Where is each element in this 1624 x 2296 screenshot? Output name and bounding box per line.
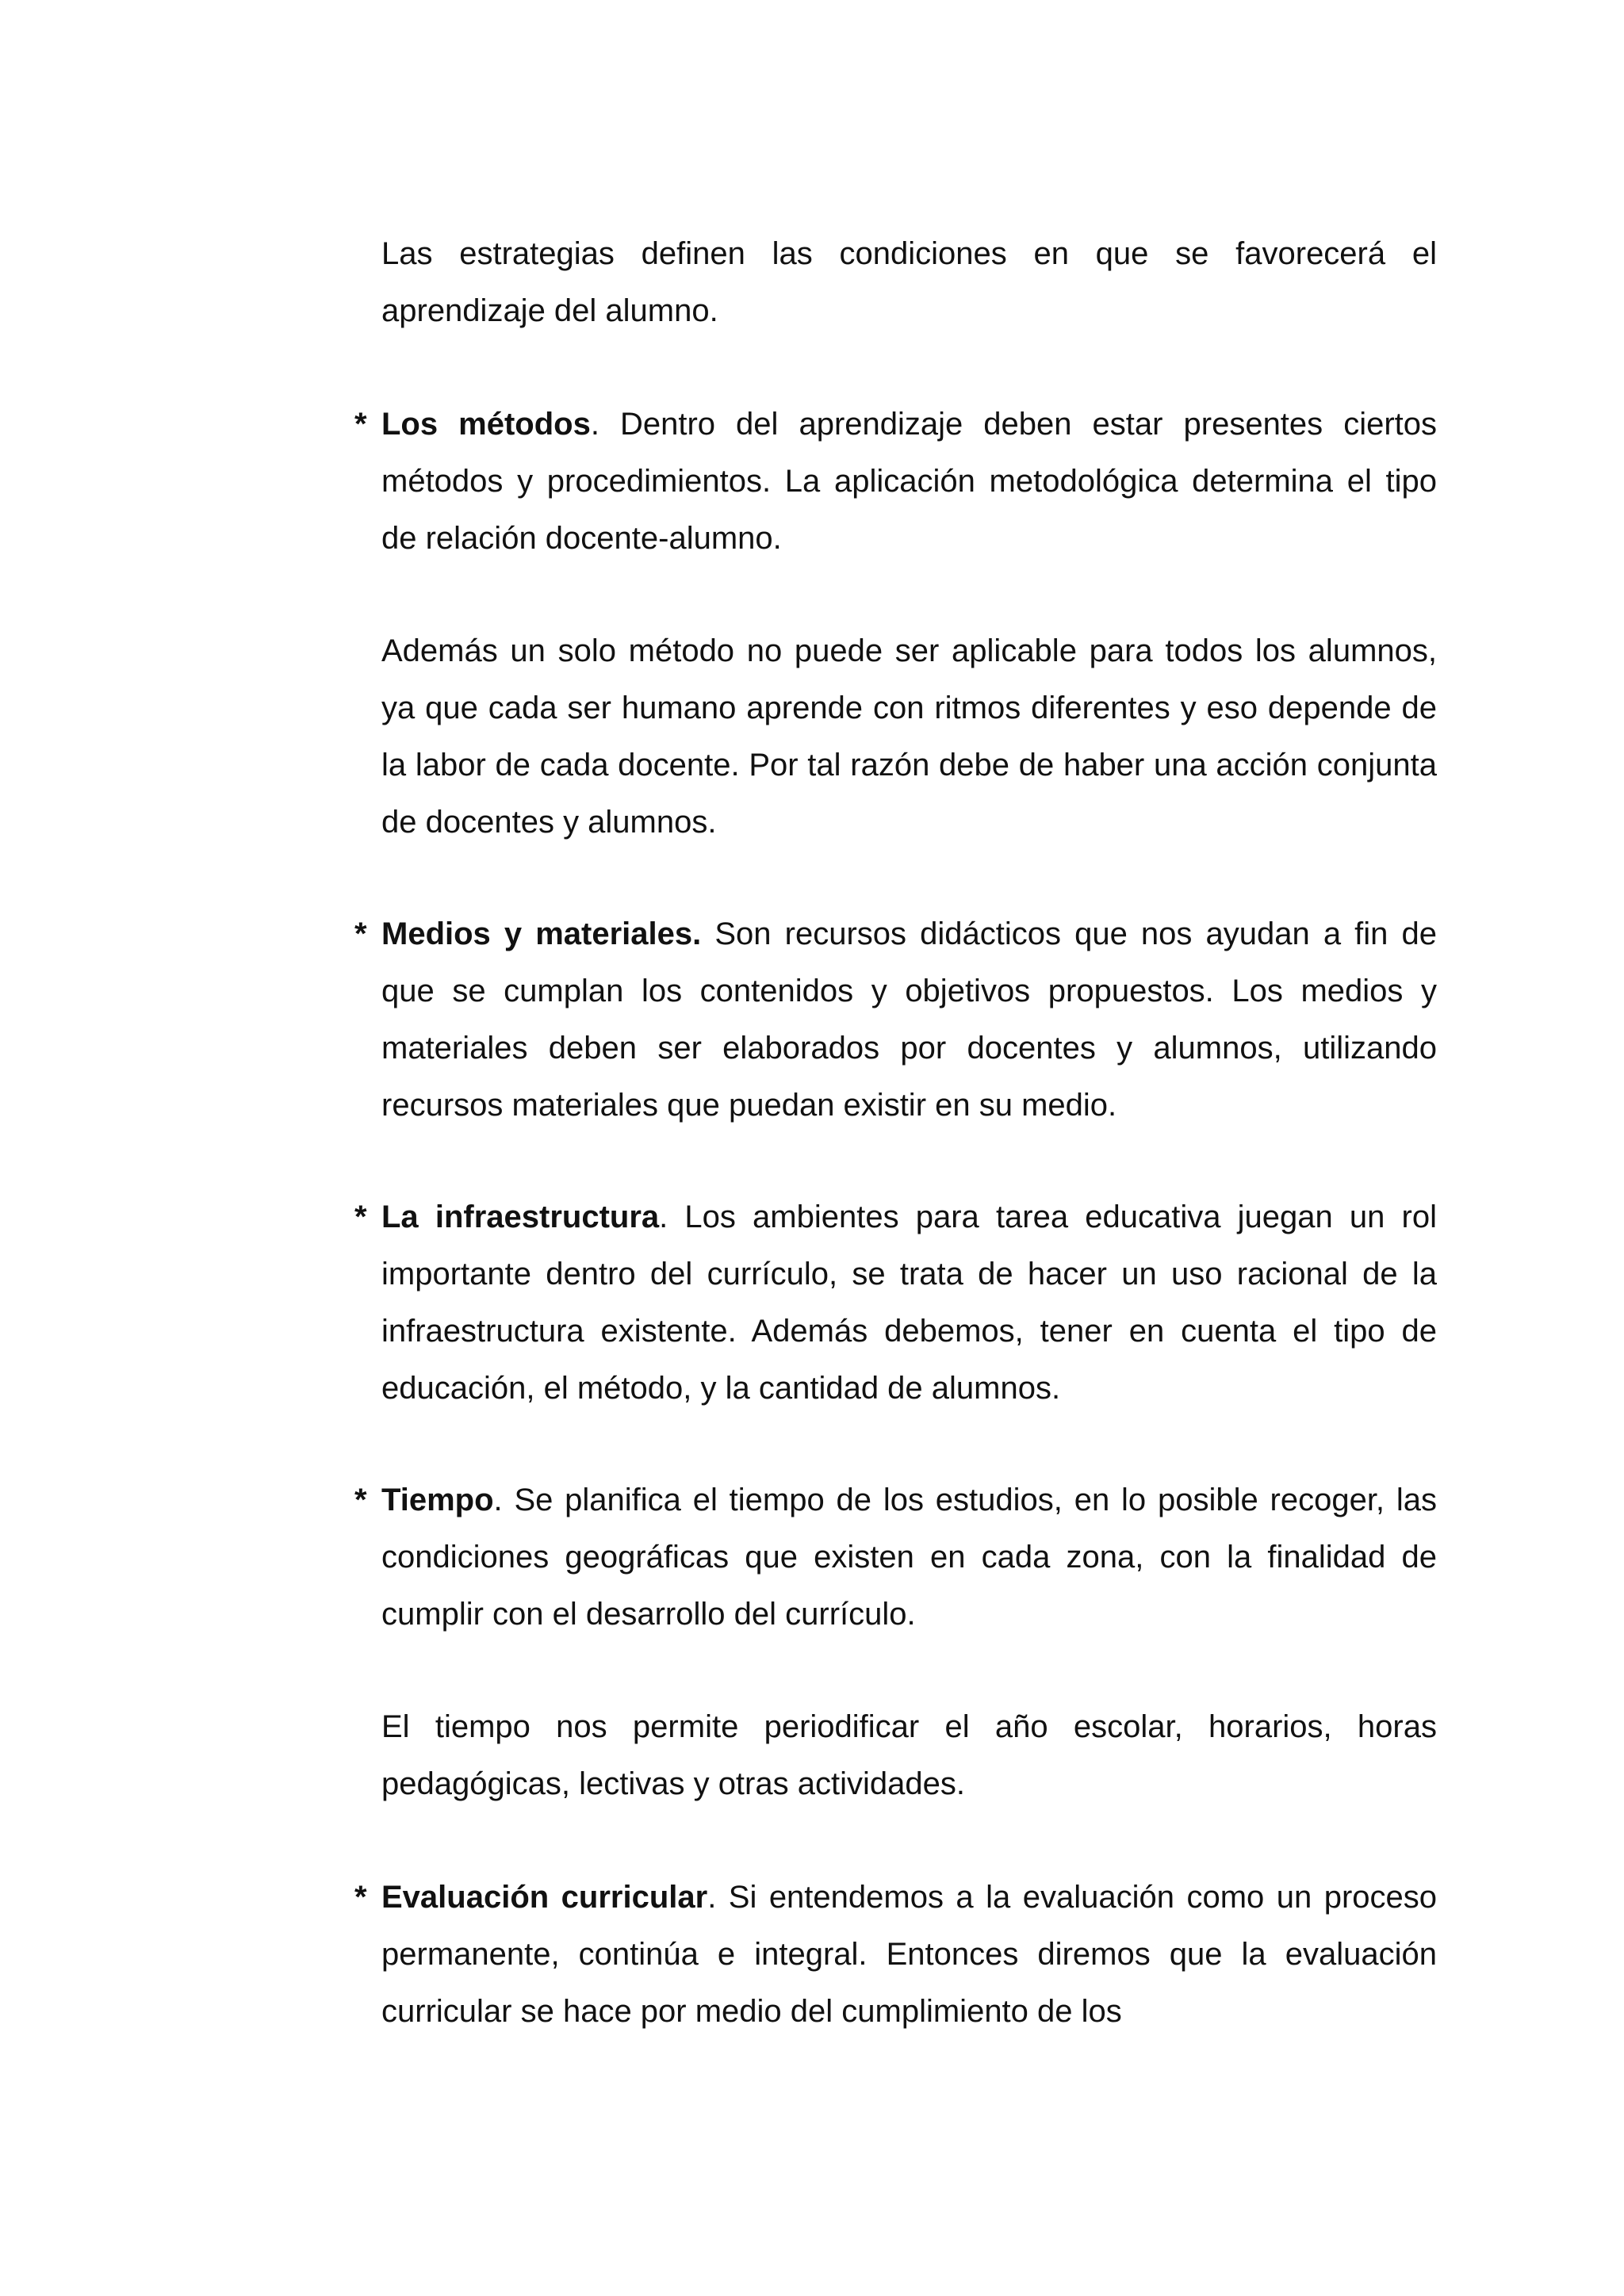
list-item-body — [381, 905, 1437, 1134]
item-text: Son recursos didácticos que nos ayudan a fin de que se cumplan los contenidos y objetivos propuestos. Los medios y materiales deben ser elaborados por docentes y alumnos, utilizando recursos materiales que puedan existir en su medio. — [381, 916, 1437, 1123]
list-item-body — [381, 1188, 1437, 1417]
list-item-evaluacion — [354, 1869, 1437, 2040]
paragraph-tiempo-extra: El tiempo nos permite periodificar el año escolar, horarios, horas pedagógicas, lectivas y otras actividades. — [381, 1709, 1437, 1801]
list-item-body — [381, 396, 1437, 567]
term-medios-materiales: Medios y materiales. — [381, 916, 702, 951]
term-evaluacion-curricular: Evaluación curricular — [381, 1880, 708, 1915]
bullet-marker: * — [354, 916, 367, 951]
list-item-medios — [354, 905, 1437, 1134]
item-text: . Dentro del aprendizaje deben estar presentes ciertos métodos y procedimientos. La aplicación metodológica determina el tipo de relación docente-alumno. — [381, 407, 1438, 556]
item-text: . Se planifica el tiempo de los estudios, en lo posible recoger, las condiciones geográficas que existen en cada zona, con la finalidad de cumplir con el desarrollo del currículo. — [381, 1483, 1437, 1632]
list-item-tiempo — [354, 1471, 1437, 1643]
paragraph-intro: Las estrategias definen las condiciones en que se favorecerá el aprendizaje del alumno. — [381, 236, 1437, 328]
list-item-metodos — [354, 396, 1437, 567]
bullet-marker: * — [354, 1200, 367, 1234]
term-infraestructura: La infraestructura — [381, 1200, 660, 1234]
list-item-body — [381, 1869, 1437, 2040]
paragraph-metodos-extra: Además un solo método no puede ser aplicable para todos los alumnos, ya que cada ser humano aprende con ritmos diferentes y eso depende de la labor de cada docente. Por tal razón debe de haber una acción conjunta de docentes y alumnos. — [381, 633, 1437, 840]
item-text: . Si entendemos a la evaluación como un proceso permanente, continúa e integral. Entonces diremos que la evaluación curricular se hace por medio del cumplimiento de los — [381, 1880, 1438, 2029]
list-item-infraestructura — [354, 1188, 1437, 1417]
bullet-marker: * — [354, 1880, 367, 1915]
item-text: . Los ambientes para tarea educativa juegan un rol importante dentro del currículo, se trata de hacer un uso racional de la infraestructura existente. Además debemos, tener en cuenta el tipo de educación, el método, y la cantidad de alumnos. — [381, 1200, 1437, 1406]
bullet-marker: * — [354, 407, 367, 442]
bullet-marker: * — [354, 1483, 367, 1517]
list-item-body — [381, 1471, 1437, 1643]
term-los-metodos: Los métodos — [381, 407, 591, 442]
term-tiempo: Tiempo — [381, 1483, 494, 1517]
